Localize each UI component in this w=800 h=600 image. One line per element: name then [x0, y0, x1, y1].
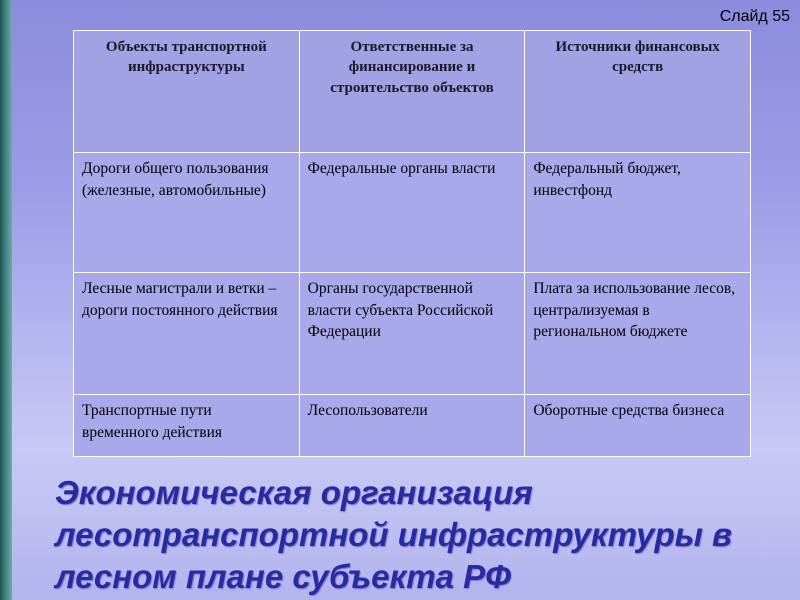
- cell-source: Федеральный бюджет, инвестфонд: [525, 153, 751, 273]
- table-row: [74, 153, 751, 273]
- cell-object: Дороги общего пользования (железные, автомобильные): [74, 153, 300, 273]
- cell-source: Плата за использование лесов, централизуемая в региональном бюджете: [525, 273, 751, 395]
- slide-title: Экономическая организация лесотранспортной инфраструктуры в лесном плане субъекта РФ: [55, 474, 732, 595]
- cell-object: Транспортные пути временного действия: [74, 395, 300, 457]
- left-accent-bar: [0, 0, 12, 600]
- header-responsible: Ответственные за финансирование и строительство объектов: [299, 31, 525, 153]
- slide-number: Слайд 55: [719, 8, 790, 25]
- header-objects: Объекты транспортной инфраструктуры: [74, 31, 300, 153]
- financing-table: [73, 30, 751, 457]
- table-header-row: [74, 31, 751, 153]
- table-row: [74, 395, 751, 457]
- cell-responsible: Лесопользователи: [299, 395, 525, 457]
- table-row: [74, 273, 751, 395]
- cell-object: Лесные магистрали и ветки – дороги постоянного действия: [74, 273, 300, 395]
- cell-responsible: Органы государственной власти субъекта Российской Федерации: [299, 273, 525, 395]
- cell-responsible: Федеральные органы власти: [299, 153, 525, 273]
- cell-source: Оборотные средства бизнеса: [525, 395, 751, 457]
- header-sources: Источники финансовых средств: [525, 31, 751, 153]
